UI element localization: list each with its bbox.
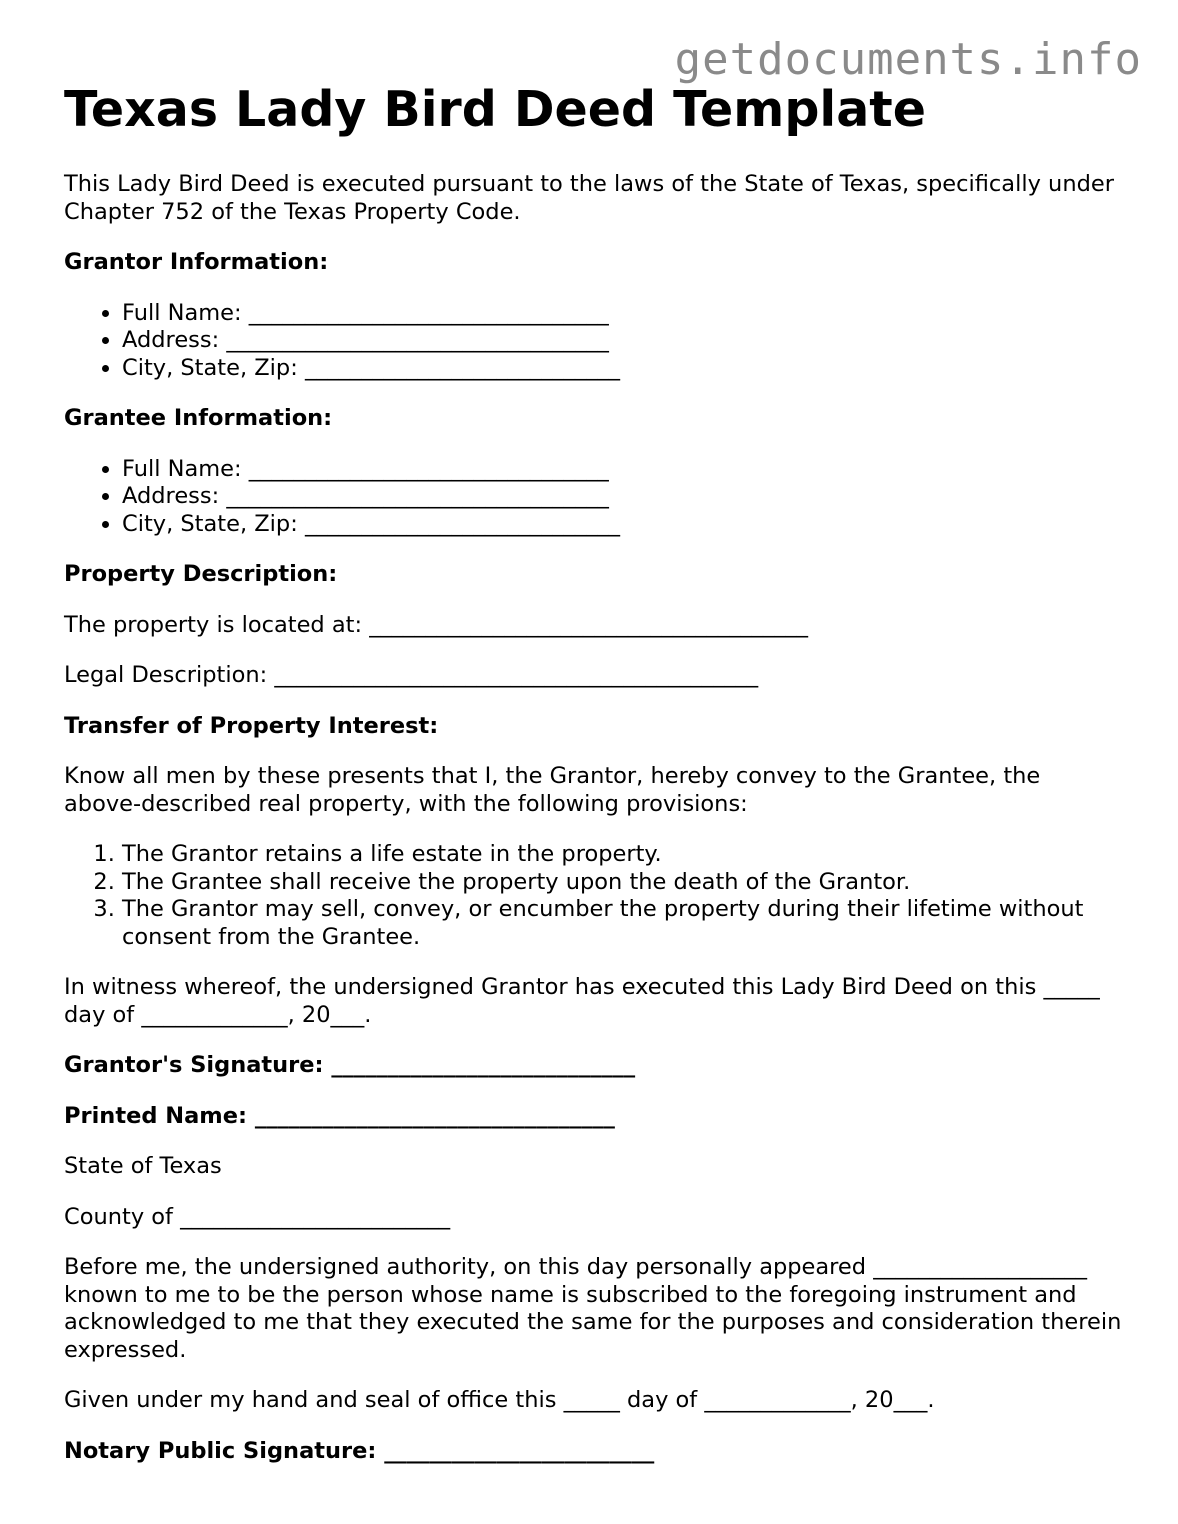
grantor-signature-line: Grantor's Signature: ___________________________ <box>64 1052 636 1078</box>
transfer-heading: Transfer of Property Interest: <box>64 712 439 739</box>
page-title: Texas Lady Bird Deed Template <box>64 81 926 138</box>
grantor-city-state-zip: • City, State, Zip: ____________________________ <box>122 355 1124 383</box>
grantor-list <box>64 300 1124 383</box>
property-heading: Property Description: <box>64 561 338 587</box>
witness-clause: In witness whereof, the undersigned Grantor has executed this Lady Bird Deed on this _____ day of _____________, 20___. <box>64 974 1100 1028</box>
provision-item: 1. The Grantor retains a life estate in the property. <box>122 841 1124 869</box>
document-page <box>64 81 1124 1465</box>
grantor-address: • Address: __________________________________ <box>122 327 1124 355</box>
transfer-body: Know all men by these presents that I, the Grantor, hereby convey to the Grantee, the above-described real property, with the following provisions: <box>64 763 1041 817</box>
grantee-full-name: • Full Name: ________________________________ <box>122 456 1124 484</box>
county-line: County of ________________________ <box>64 1203 451 1230</box>
notary-signature-line: Notary Public Signature: ________________________ <box>64 1437 655 1464</box>
grantee-address: • Address: __________________________________ <box>122 483 1124 511</box>
watermark: getdocuments.info <box>674 34 1142 85</box>
provision-item: 2. The Grantee shall receive the property upon the death of the Grantor. <box>122 869 1124 897</box>
provisions-list <box>64 841 1124 951</box>
provision-item: 3. The Grantor may sell, convey, or encumber the property during their lifetime without consent from the Grantee. <box>122 896 1124 951</box>
grantor-full-name: • Full Name: ________________________________ <box>122 300 1124 328</box>
legal-description: Legal Description: ___________________________________________ <box>64 662 759 688</box>
grantee-heading: Grantee Information: <box>64 405 333 431</box>
state-line: State of Texas <box>64 1153 222 1179</box>
grantee-city-state-zip: • City, State, Zip: ____________________________ <box>122 511 1124 539</box>
notary-acknowledgment: Before me, the undersigned authority, on this day personally appeared ___________________ known to me to be the person whose name is subscribed to the foregoing instrument and acknowledged to me that they executed the same for the purposes and consideration therein expressed. <box>64 1254 1122 1363</box>
intro-paragraph: This Lady Bird Deed is executed pursuant to the laws of the State of Texas, specifically under Chapter 752 of the Texas Property Code. <box>64 171 1114 225</box>
grantee-list <box>64 456 1124 539</box>
given-under-hand: Given under my hand and seal of office this _____ day of _____________, 20___. <box>64 1387 935 1413</box>
property-location: The property is located at: _______________________________________ <box>64 611 808 638</box>
printed-name-line: Printed Name: ________________________________ <box>64 1102 615 1129</box>
grantor-heading: Grantor Information: <box>64 249 329 275</box>
